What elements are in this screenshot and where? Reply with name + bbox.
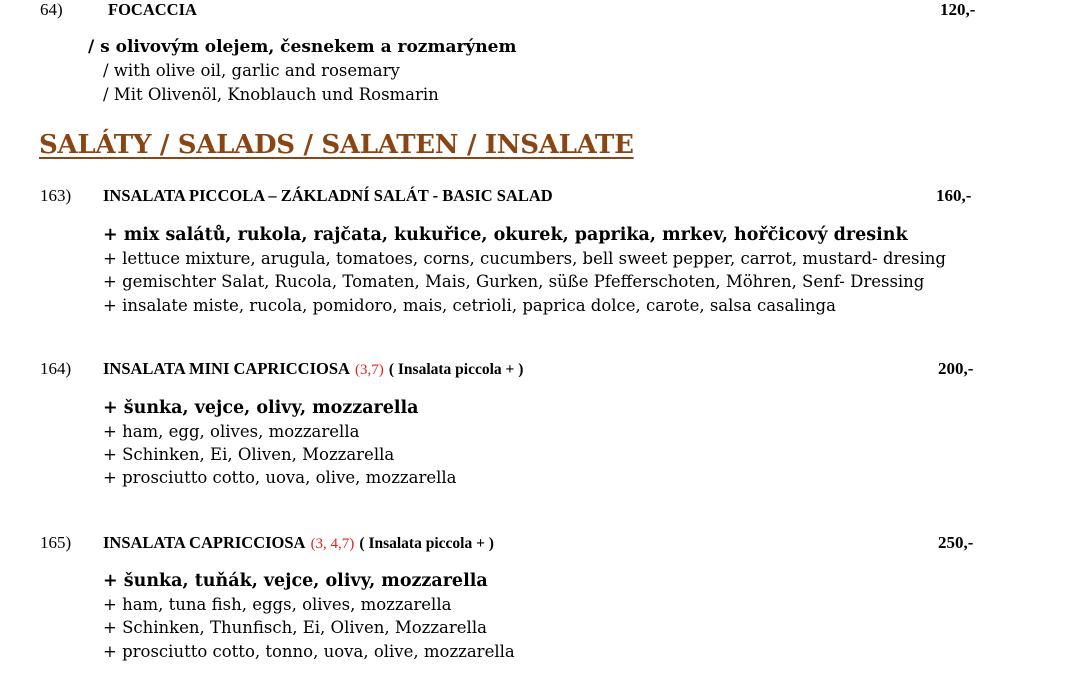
item-price: 200,-: [938, 359, 974, 378]
item-number: 164): [40, 359, 72, 378]
item-price: 120,-: [940, 0, 976, 19]
item-description-it: + prosciutto cotto, uova, olive, mozzarella: [103, 468, 457, 487]
item-description-de: + Schinken, Ei, Oliven, Mozzarella: [103, 445, 395, 464]
item-name: INSALATA MINI CAPRICCIOSA: [103, 359, 350, 378]
item-description-de: + Schinken, Thunfisch, Ei, Oliven, Mozzarella: [103, 618, 487, 637]
item-description-en: + lettuce mixture, arugula, tomatoes, corns, cucumbers, bell sweet pepper, carrot, mustard- dresing: [103, 249, 946, 268]
item-number: 64): [40, 0, 63, 19]
item-name: INSALATA CAPRICCIOSA: [103, 533, 306, 552]
allergen-codes: (3, 4,7): [310, 536, 355, 552]
item-suffix: ( Insalata piccola + ): [388, 361, 524, 378]
item-description-en: + ham, tuna fish, eggs, olives, mozzarella: [103, 595, 452, 614]
item-description-it: + prosciutto cotto, tonno, uova, olive, mozzarella: [103, 642, 515, 661]
item-title-line: [103, 533, 494, 553]
item-number: 163): [40, 186, 72, 205]
item-description-cz: + šunka, tuňák, vejce, olivy, mozzarella: [103, 571, 488, 591]
item-suffix: ( Insalata piccola + ): [359, 535, 494, 552]
item-title-line: [103, 359, 523, 379]
item-description-de: + gemischter Salat, Rucola, Tomaten, Mais, Gurken, süße Pfefferschoten, Möhren, Senf- Dressing: [103, 272, 925, 291]
item-description-cz: + šunka, vejce, olivy, mozzarella: [103, 398, 419, 418]
item-description-cz: + mix salátů, rukola, rajčata, kukuřice, okurek, paprika, mrkev, hořčicový dresink: [103, 225, 908, 245]
item-number: 165): [40, 533, 72, 552]
item-price: 160,-: [936, 186, 972, 205]
item-description-en: + ham, egg, olives, mozzarella: [103, 422, 360, 441]
item-description-en: / with olive oil, garlic and rosemary: [103, 61, 400, 80]
item-name: FOCACCIA: [108, 0, 197, 19]
section-heading: SALÁTY / SALADS / SALATEN / INSALATE: [39, 130, 634, 160]
item-description-de: / Mit Olivenöl, Knoblauch und Rosmarin: [103, 85, 439, 104]
item-price: 250,-: [938, 533, 974, 552]
item-description-cz: / s olivovým olejem, česnekem a rozmarýnem: [88, 37, 517, 57]
allergen-codes: (3,7): [355, 362, 384, 378]
item-description-it: + insalate miste, rucola, pomidoro, mais, cetrioli, paprica dolce, carote, salsa casalinga: [103, 296, 836, 315]
item-name: INSALATA PICCOLA – ZÁKLADNÍ SALÁT - BASIC SALAD: [103, 186, 553, 205]
